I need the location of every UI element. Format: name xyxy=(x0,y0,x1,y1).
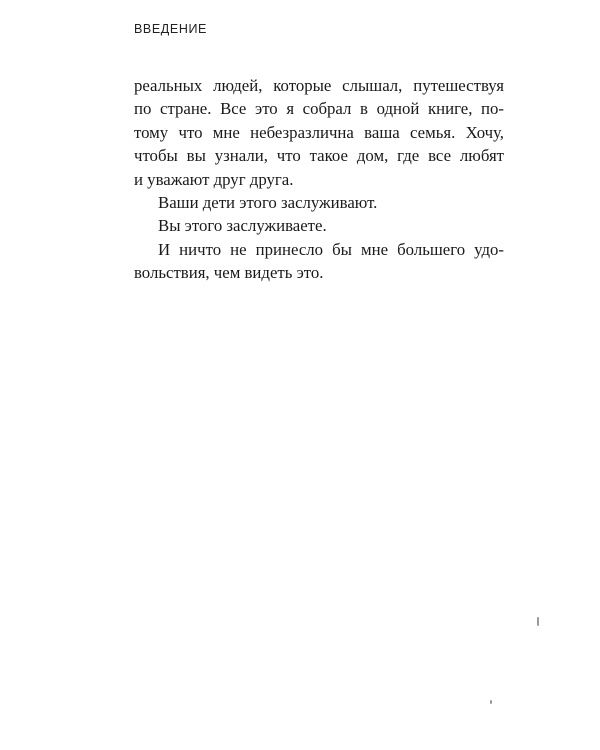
paragraph-2 xyxy=(134,191,504,214)
paragraph-3 xyxy=(134,214,504,237)
text-line: вольствия, чем видеть это. xyxy=(134,263,324,283)
paragraph-4 xyxy=(134,238,504,285)
scan-speck xyxy=(490,700,492,704)
text-line: и уважают друг друга. xyxy=(134,169,294,189)
text-line: тому что мне небезразлична ваша семья. Хочу, xyxy=(134,122,504,142)
running-head: ВВЕДЕНИЕ xyxy=(134,22,207,36)
text-line: Ваши дети этого заслуживают. xyxy=(158,193,378,213)
scan-speck xyxy=(537,617,539,626)
text-line: реальных людей, которые слышал, путешествуя xyxy=(134,76,504,95)
text-line: по стране. Все это я собрал в одной книге, по- xyxy=(134,99,504,119)
text-line: Вы этого заслуживаете. xyxy=(158,216,327,236)
body-text xyxy=(134,74,504,285)
text-line: чтобы вы узнали, что такое дом, где все любят xyxy=(134,146,504,166)
paragraph-1 xyxy=(134,74,504,191)
text-line: И ничто не принесло бы мне большего удо- xyxy=(158,239,504,259)
